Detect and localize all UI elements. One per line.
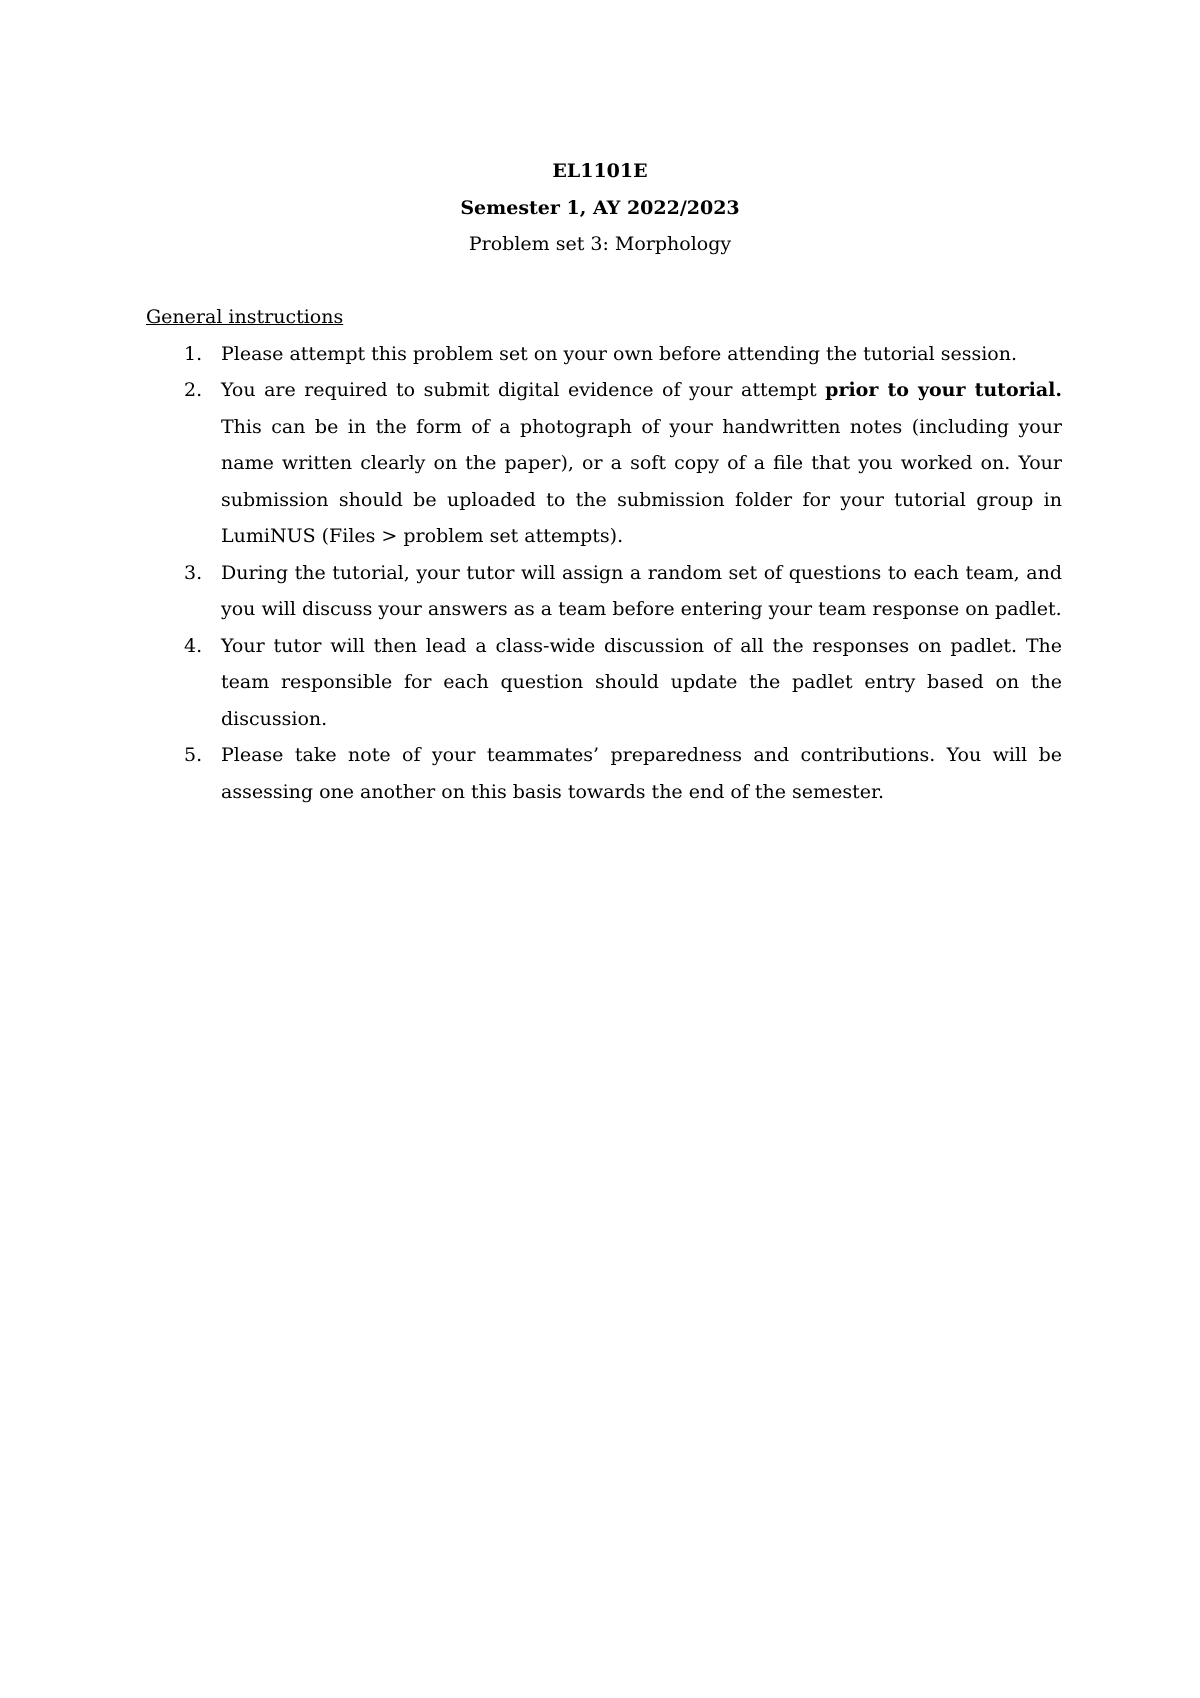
item-number: 4. <box>184 634 203 657</box>
item-text-continued: This can be in the form of a photograph of your handwritten notes (including your name written clearly on the paper), or a soft copy of a file that you worked on. Your submission should be uploaded to the submission folder for your tutorial group in LumiNUS (Files > problem set attempts). <box>221 415 1062 547</box>
item-text: You are required to submit digital evidence of your attempt <box>221 379 826 401</box>
item-text: Please attempt this problem set on your own before attending the tutorial session. <box>221 342 1018 365</box>
general-instructions-section <box>146 299 1062 810</box>
instruction-item-4 <box>146 628 1062 738</box>
instruction-item-3 <box>146 555 1062 628</box>
instruction-item-5 <box>146 737 1062 810</box>
item-text: During the tutorial, your tutor will assign a random set of questions to each team, and you will discuss your answers as a team before entering your team response on padlet. <box>221 561 1062 620</box>
semester-line: Semester 1, AY 2022/2023 <box>460 196 740 219</box>
instructions-list <box>146 336 1062 811</box>
item-number: 2. <box>184 379 203 401</box>
section-heading: General instructions <box>146 306 344 328</box>
document-header <box>0 153 1200 263</box>
instruction-item-1 <box>146 336 1062 373</box>
item-text: Your tutor will then lead a class-wide discussion of all the responses on padlet. The team responsible for each question should update the padlet entry based on the discussion. <box>221 634 1062 730</box>
item-text-emphasis: prior to your tutorial. <box>825 379 1062 401</box>
item-number: 5. <box>184 744 203 766</box>
instruction-item-2 <box>146 372 1062 555</box>
item-text: Please take note of your teammates’ preparedness and contributions. You will be assessing one another on this basis towards the end of the semester. <box>221 744 1062 803</box>
problem-set-title: Problem set 3: Morphology <box>468 233 732 255</box>
item-number: 1. <box>184 342 203 365</box>
item-number: 3. <box>184 561 203 584</box>
course-code: EL1101E <box>552 160 648 182</box>
